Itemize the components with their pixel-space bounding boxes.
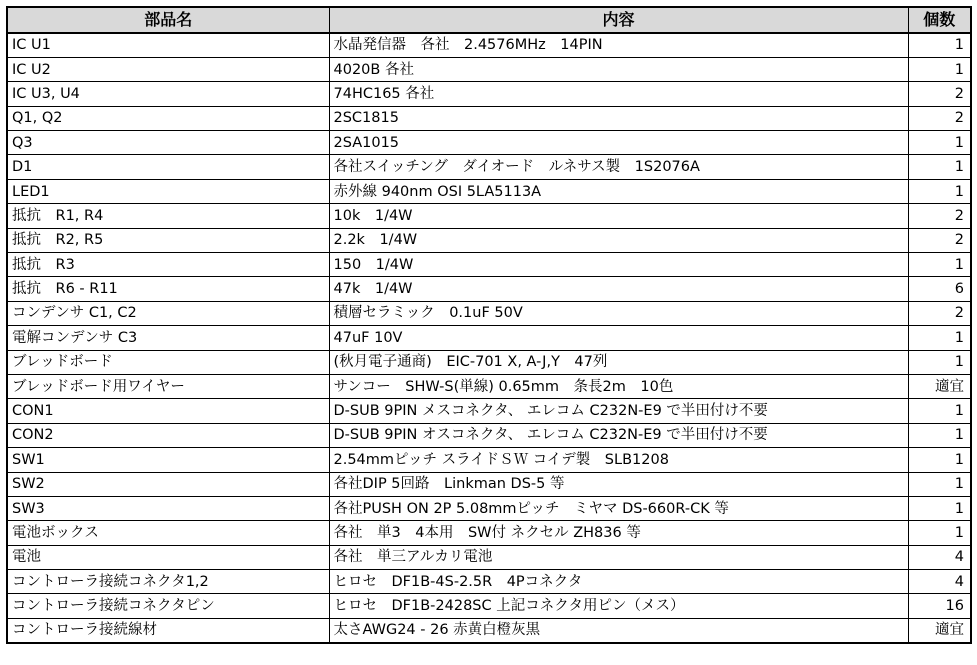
table-row bbox=[7, 521, 971, 545]
part-name-cell: IC U1 bbox=[7, 33, 329, 57]
table-row bbox=[7, 472, 971, 496]
part-name-cell: SW1 bbox=[7, 448, 329, 472]
quantity-cell: 1 bbox=[908, 399, 971, 423]
table-row bbox=[7, 228, 971, 252]
part-name-cell: 電解コンデンサ C3 bbox=[7, 326, 329, 350]
quantity-cell: 2 bbox=[908, 228, 971, 252]
quantity-cell: 2 bbox=[908, 204, 971, 228]
part-name-cell: ブレッドボード bbox=[7, 350, 329, 374]
table-row bbox=[7, 204, 971, 228]
quantity-cell: 適宜 bbox=[908, 374, 971, 398]
quantity-cell: 16 bbox=[908, 594, 971, 618]
quantity-cell: 4 bbox=[908, 545, 971, 569]
part-name-cell: コンデンサ C1, C2 bbox=[7, 301, 329, 325]
table-row bbox=[7, 57, 971, 81]
table-row bbox=[7, 448, 971, 472]
description-cell: 水晶発信器 各社 2.4576MHz 14PIN bbox=[329, 33, 908, 57]
part-name-cell: コントローラ接続線材 bbox=[7, 618, 329, 642]
part-name-cell: IC U2 bbox=[7, 57, 329, 81]
quantity-cell: 1 bbox=[908, 179, 971, 203]
quantity-cell: 1 bbox=[908, 423, 971, 447]
description-cell: 150 1/4W bbox=[329, 253, 908, 277]
quantity-cell: 適宜 bbox=[908, 618, 971, 642]
description-cell: 2.2k 1/4W bbox=[329, 228, 908, 252]
table-row bbox=[7, 301, 971, 325]
table-row bbox=[7, 33, 971, 57]
table-row bbox=[7, 326, 971, 350]
header-description: 内容 bbox=[329, 7, 908, 33]
description-cell: 2.54mmピッチ スライドＳＷ コイデ製 SLB1208 bbox=[329, 448, 908, 472]
quantity-cell: 2 bbox=[908, 82, 971, 106]
description-cell: 47k 1/4W bbox=[329, 277, 908, 301]
table-row bbox=[7, 82, 971, 106]
description-cell: (秋月電子通商) EIC-701 X, A-J,Y 47列 bbox=[329, 350, 908, 374]
part-name-cell: コントローラ接続コネクタ1,2 bbox=[7, 570, 329, 594]
table-row bbox=[7, 496, 971, 520]
description-cell: 2SA1015 bbox=[329, 131, 908, 155]
description-cell: D-SUB 9PIN メスコネクタ、 エレコム C232N-E9 で半田付け不要 bbox=[329, 399, 908, 423]
description-cell: 各社 単3 4本用 SW付 ネクセル ZH836 等 bbox=[329, 521, 908, 545]
part-name-cell: 電池 bbox=[7, 545, 329, 569]
table-row bbox=[7, 155, 971, 179]
table-row bbox=[7, 350, 971, 374]
part-name-cell: Q1, Q2 bbox=[7, 106, 329, 130]
part-name-cell: SW2 bbox=[7, 472, 329, 496]
header-quantity: 個数 bbox=[908, 7, 971, 33]
table-body bbox=[7, 33, 971, 643]
part-name-cell: LED1 bbox=[7, 179, 329, 203]
quantity-cell: 2 bbox=[908, 301, 971, 325]
description-cell: 各社PUSH ON 2P 5.08mmピッチ ミヤマ DS-660R-CK 等 bbox=[329, 496, 908, 520]
description-cell: 太さAWG24 - 26 赤黄白橙灰黒 bbox=[329, 618, 908, 642]
table-row bbox=[7, 618, 971, 642]
quantity-cell: 1 bbox=[908, 33, 971, 57]
parts-list bbox=[6, 6, 970, 644]
part-name-cell: CON1 bbox=[7, 399, 329, 423]
table-row bbox=[7, 423, 971, 447]
part-name-cell: D1 bbox=[7, 155, 329, 179]
table-row bbox=[7, 594, 971, 618]
table-row bbox=[7, 374, 971, 398]
parts-table bbox=[6, 6, 972, 644]
description-cell: 各社 単三アルカリ電池 bbox=[329, 545, 908, 569]
quantity-cell: 1 bbox=[908, 472, 971, 496]
description-cell: サンコー SHW-S(単線) 0.65mm 条長2m 10色 bbox=[329, 374, 908, 398]
quantity-cell: 1 bbox=[908, 350, 971, 374]
part-name-cell: 電池ボックス bbox=[7, 521, 329, 545]
header-row bbox=[7, 7, 971, 33]
quantity-cell: 4 bbox=[908, 570, 971, 594]
quantity-cell: 1 bbox=[908, 521, 971, 545]
description-cell: D-SUB 9PIN オスコネクタ、 エレコム C232N-E9 で半田付け不要 bbox=[329, 423, 908, 447]
description-cell: 10k 1/4W bbox=[329, 204, 908, 228]
quantity-cell: 1 bbox=[908, 326, 971, 350]
table-row bbox=[7, 277, 971, 301]
table-row bbox=[7, 106, 971, 130]
part-name-cell: Q3 bbox=[7, 131, 329, 155]
description-cell: 赤外線 940nm OSI 5LA5113A bbox=[329, 179, 908, 203]
description-cell: 積層セラミック 0.1uF 50V bbox=[329, 301, 908, 325]
description-cell: ヒロセ DF1B-2428SC 上記コネクタ用ピン（メス） bbox=[329, 594, 908, 618]
quantity-cell: 1 bbox=[908, 155, 971, 179]
description-cell: 各社スイッチング ダイオード ルネサス製 1S2076A bbox=[329, 155, 908, 179]
description-cell: 47uF 10V bbox=[329, 326, 908, 350]
part-name-cell: SW3 bbox=[7, 496, 329, 520]
part-name-cell: 抵抗 R1, R4 bbox=[7, 204, 329, 228]
description-cell: 4020B 各社 bbox=[329, 57, 908, 81]
part-name-cell: 抵抗 R3 bbox=[7, 253, 329, 277]
part-name-cell: IC U3, U4 bbox=[7, 82, 329, 106]
table-row bbox=[7, 399, 971, 423]
quantity-cell: 1 bbox=[908, 131, 971, 155]
part-name-cell: 抵抗 R2, R5 bbox=[7, 228, 329, 252]
quantity-cell: 1 bbox=[908, 496, 971, 520]
table-row bbox=[7, 545, 971, 569]
part-name-cell: CON2 bbox=[7, 423, 329, 447]
table-row bbox=[7, 253, 971, 277]
quantity-cell: 1 bbox=[908, 57, 971, 81]
quantity-cell: 1 bbox=[908, 253, 971, 277]
quantity-cell: 2 bbox=[908, 106, 971, 130]
description-cell: 各社DIP 5回路 Linkman DS-5 等 bbox=[329, 472, 908, 496]
header-part-name: 部品名 bbox=[7, 7, 329, 33]
table-row bbox=[7, 570, 971, 594]
table-row bbox=[7, 131, 971, 155]
description-cell: 2SC1815 bbox=[329, 106, 908, 130]
part-name-cell: ブレッドボード用ワイヤー bbox=[7, 374, 329, 398]
quantity-cell: 6 bbox=[908, 277, 971, 301]
part-name-cell: 抵抗 R6 - R11 bbox=[7, 277, 329, 301]
quantity-cell: 1 bbox=[908, 448, 971, 472]
part-name-cell: コントローラ接続コネクタピン bbox=[7, 594, 329, 618]
table-row bbox=[7, 179, 971, 203]
description-cell: ヒロセ DF1B-4S-2.5R 4Pコネクタ bbox=[329, 570, 908, 594]
description-cell: 74HC165 各社 bbox=[329, 82, 908, 106]
